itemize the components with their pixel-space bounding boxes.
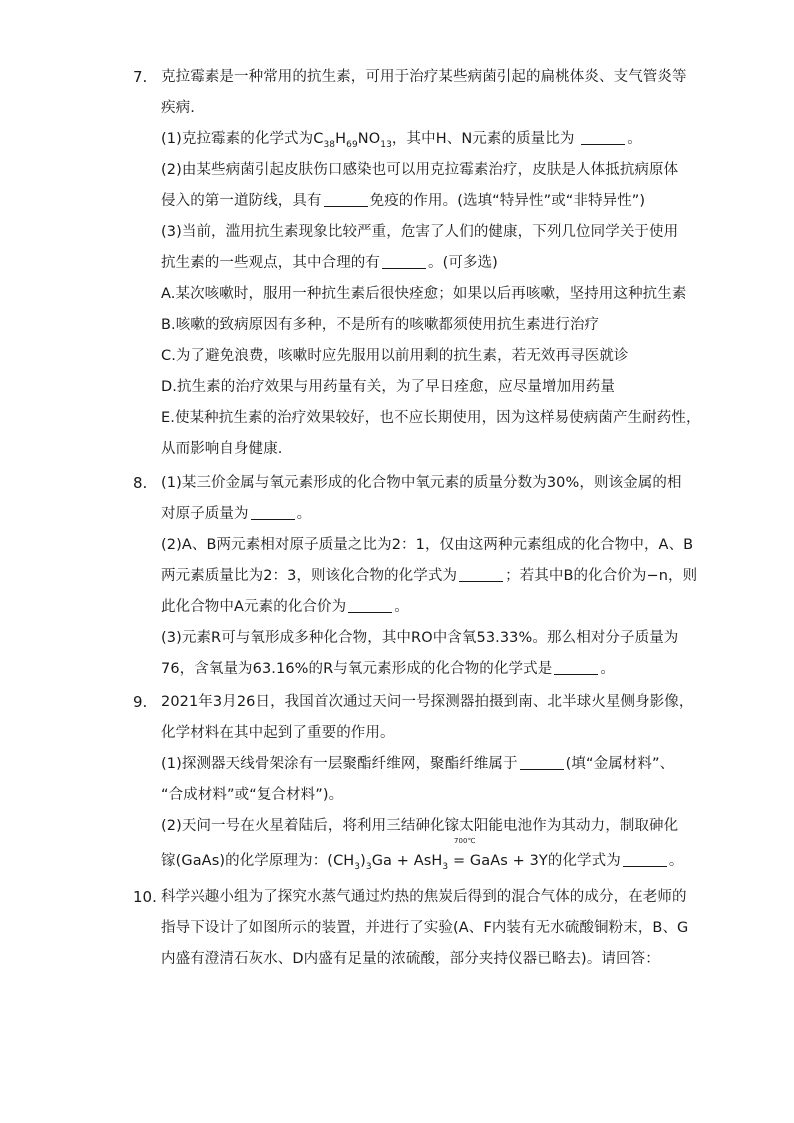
- answer-blank[interactable]: [520, 755, 564, 770]
- q7-option-c: C.为了避免浪费，咳嗽时应先服用以前用剩的抗生素，若无效再寻医就诊: [161, 348, 629, 364]
- q9-part-2-equation: 镓(GaAs)的化学原理为：$(CH_3)_3Ga + AsH_3$ 700℃ = GaAs + 3Y的化学式为 。: [161, 837, 684, 872]
- reaction-condition: 700℃ =: [452, 837, 476, 869]
- q8-part-1-line-1: (1)某三价金属与氧元素形成的化合物中氧元素的质量分数为30%，则该金属的相: [161, 475, 682, 491]
- q7-line-1: 克拉霉素是一种常用的抗生素，可用于治疗某些病菌引起的扁桃体炎、支气管炎等: [161, 69, 687, 85]
- q8-part-1-line-2: 对原子质量为 。: [161, 506, 312, 522]
- answer-blank[interactable]: [459, 567, 503, 582]
- answer-blank[interactable]: [324, 192, 368, 207]
- q10-line-1: 科学兴趣小组为了探究水蒸气通过灼热的焦炭后得到的混合气体的成分，在老师的: [161, 889, 687, 905]
- question-10-number: 10.: [133, 888, 157, 906]
- answer-blank[interactable]: [623, 852, 667, 867]
- q7-option-a: A.某次咳嗽时，服用一种抗生素后很快痊愈；如果以后再咳嗽，坚持用这种抗生素: [161, 286, 687, 302]
- q9-line-2: 化学材料在其中起到了重要的作用。: [161, 725, 395, 741]
- q8-part-2-line-1: (2)A、B两元素相对原子质量之比为2：1，仅由这两种元素组成的化合物中，A、B: [161, 537, 694, 553]
- answer-blank[interactable]: [382, 254, 426, 269]
- q7-option-e-line-2: 从而影响自身健康.: [161, 441, 283, 457]
- q7-option-b: B.咳嗽的致病原因有多种，不是所有的咳嗽都须使用抗生素进行治疗: [161, 317, 600, 333]
- answer-blank[interactable]: [581, 130, 625, 145]
- question-8-number: 8.: [133, 474, 148, 492]
- q7-option-e-line-1: E.使某种抗生素的治疗效果较好，也不应长期使用，因为这样易使病菌产生耐药性，: [161, 410, 701, 426]
- q9-part-1-line-1: (1)探测器天线骨架涂有一层聚酯纤维网，聚酯纤维属于 (填“金属材料”、: [161, 756, 675, 772]
- question-7-number: 7.: [133, 68, 148, 86]
- q10-line-2: 指导下设计了如图所示的装置，并进行了实验(A、F内装有无水硫酸铜粉末，B、G: [161, 920, 689, 936]
- answer-blank[interactable]: [251, 505, 295, 520]
- q10-line-3: 内盛有澄清石灰水、D内盛有足量的浓硫酸，部分夹持仪器已略去)。请回答：: [161, 951, 660, 967]
- q8-part-2-line-3: 此化合物中A元素的化合价为 。: [161, 599, 409, 615]
- answer-blank[interactable]: [348, 598, 392, 613]
- q7-part-3-line-2: 抗生素的一些观点，其中合理的有 。(可多选): [161, 255, 498, 271]
- q7-part-3-line-1: (3)当前，滥用抗生素现象比较严重，危害了人们的健康，下列几位同学关于使用: [161, 224, 679, 240]
- q8-part-3-line-2: 76，含氧量为63.16%的R与氧元素形成的化合物的化学式是 。: [161, 661, 615, 677]
- q9-part-1-line-2: “合成材料”或“复合材料”)。: [161, 787, 344, 803]
- q8-part-3-line-1: (3)元素R可与氧形成多种化合物，其中RO中含氧53.33%。那么相对分子质量为: [161, 630, 679, 646]
- question-9-number: 9.: [133, 693, 148, 711]
- q9-part-2-line-1: (2)天问一号在火星着陆后，将利用三结砷化镓太阳能电池作为其动力，制取砷化: [161, 818, 679, 834]
- q7-option-d: D.抗生素的治疗效果与用药量有关，为了早日痊愈，应尽量增加用药量: [161, 379, 615, 395]
- q8-part-2-line-2: 两元素质量比为2：3，则该化合物的化学式为 ；若其中B的化合价为−n，则: [161, 568, 698, 584]
- q7-line-2: 疾病.: [161, 100, 195, 116]
- q9-line-1: 2021年3月26日，我国首次通过天问一号探测器拍摄到南、北半球火星侧身影像，: [161, 694, 694, 710]
- answer-blank[interactable]: [554, 660, 598, 675]
- q7-part-2-line-1: (2)由某些病菌引起皮肤伤口感染也可以用克拉霉素治疗，皮肤是人体抵抗病原体: [161, 162, 679, 178]
- q7-part-2-line-2: 侵入的第一道防线，具有 免疫的作用。(选填“特异性”或“非特异性”): [161, 193, 646, 209]
- q7-part-1: (1)克拉霉素的化学式为$C_{38}H_{69}NO_{13}$，其中H、N元素的质量比为 。: [161, 131, 642, 150]
